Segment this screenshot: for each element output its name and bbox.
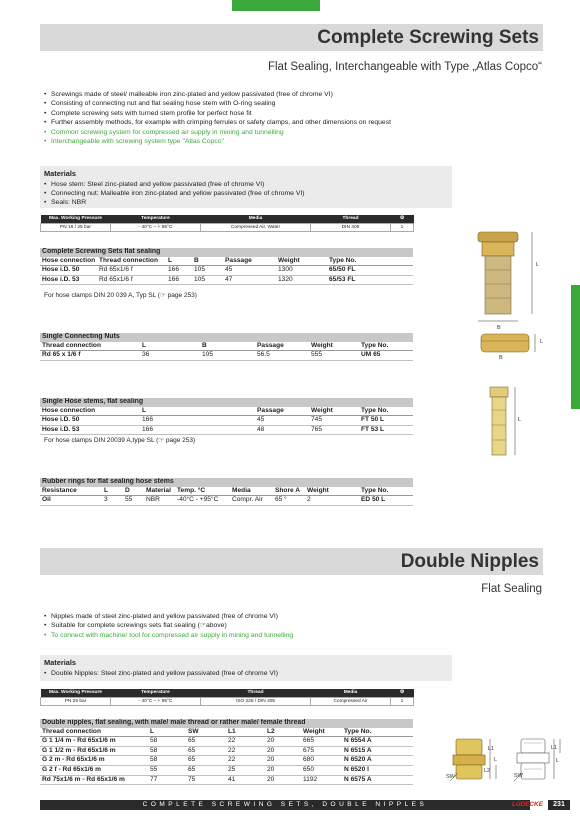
spec-header: Media	[201, 215, 311, 223]
list-item: • Screwings made of steel/ malleable iron zinc-plated and yellow passivated (free of chrome VI)	[44, 90, 391, 99]
table-cell: Rd 65x1/6 f	[97, 275, 166, 285]
list-item: • Connecting nut: Malleable iron zinc-plated and yellow passivated (free of chrome VI)	[44, 189, 448, 198]
table-row	[40, 266, 413, 276]
table-cell: 166	[166, 275, 192, 285]
table-row	[40, 275, 413, 285]
spec-value: DIN 405	[311, 223, 391, 231]
table-cell: G 1 1/2 m - Rd 65x1/6 m	[40, 746, 148, 756]
table-cell: 45	[223, 266, 276, 276]
table-cell: Oil	[40, 496, 102, 506]
double-nipple-image	[448, 735, 508, 787]
table-cell: N 6515 A	[342, 746, 413, 756]
table-cell: 745	[309, 416, 359, 426]
table-cell: 65	[186, 756, 226, 766]
section-subtitle: Flat Sealing, Interchangeable with Type „Atlas Copco“	[267, 61, 542, 73]
dimension-label: B	[499, 355, 503, 361]
table-cell: 56.5	[255, 351, 309, 361]
column-header: Weight	[305, 487, 359, 496]
table-cell: 22	[226, 756, 265, 766]
brand-logo: LÜDECKE	[512, 801, 543, 808]
dimension-label: L	[494, 757, 498, 763]
table-cell: 25	[226, 765, 265, 775]
spec-value: Compressed Air	[311, 697, 391, 705]
column-header: L2	[265, 728, 301, 737]
table-cell: 20	[265, 765, 301, 775]
table-cell: 1300	[276, 266, 327, 276]
table-title: Single Connecting Nuts	[40, 333, 413, 342]
list-item: • To connect with machine/ tool for compressed air supply in mining and tunnelling	[44, 631, 293, 640]
dimension-label: B	[497, 325, 501, 331]
section-subtitle: Flat Sealing	[481, 583, 542, 595]
spec-value: ISO 228 / DIN 405	[201, 697, 311, 705]
hose-stem-image	[482, 385, 522, 459]
list-item: • Double Nipples: Steel zinc-plated and yellow passivated (free of chrome VI)	[44, 669, 448, 678]
column-header: Shore A	[273, 487, 305, 496]
section-title: Complete Screwing Sets	[317, 27, 539, 48]
column-header: L	[140, 342, 200, 351]
top-accent-bar	[232, 0, 320, 11]
column-header: Thread connection	[40, 728, 148, 737]
table-cell: Compr. Air	[230, 496, 273, 506]
table-cell: G 2 f - Rd 65x1/6 m	[40, 765, 148, 775]
spec-table	[40, 215, 414, 232]
spec-header: Max. Working Pressure	[41, 689, 111, 697]
table-cell: Hose i.D. 53	[40, 425, 140, 435]
table-cell: 65/50 FL	[327, 266, 413, 276]
table-cell: 166	[166, 266, 192, 276]
table-cell: 55	[148, 765, 186, 775]
table-cell: 20	[265, 746, 301, 756]
list-item: • Consisting of connecting nut and flat sealing hose stem with O-ring sealing	[44, 99, 391, 108]
column-header: L	[102, 487, 123, 496]
column-header: Type No.	[359, 407, 413, 416]
table-cell: 166	[140, 416, 255, 426]
dimension-label: L1	[488, 746, 495, 752]
page-number: 231	[548, 800, 570, 810]
column-header: B	[192, 257, 223, 266]
column-header: Hose connection	[40, 407, 140, 416]
column-header: D	[123, 487, 144, 496]
column-header: Passage	[255, 342, 309, 351]
table-cell: 75	[186, 775, 226, 785]
table-row	[40, 416, 413, 426]
table-cell: 22	[226, 737, 265, 747]
table-cell: 36	[140, 351, 200, 361]
sets-table	[40, 248, 413, 285]
spec-value: 1	[391, 223, 414, 231]
table-cell: Rd 65x1/6 f	[97, 266, 166, 276]
table-cell: 650	[301, 765, 342, 775]
table-title: Rubber rings for flat sealing hose stems	[40, 478, 413, 487]
table-cell: NBR	[144, 496, 175, 506]
table-row	[40, 765, 413, 775]
complete-set-image	[470, 228, 548, 328]
table-cell: 680	[301, 756, 342, 766]
column-header: Resistance	[40, 487, 102, 496]
gear-icon: ⚙	[391, 689, 414, 697]
feature-list	[44, 90, 391, 146]
spec-header: Thread	[201, 689, 311, 697]
list-item: • Interchangeable with screwing system type "Atlas Copco"	[44, 137, 391, 146]
spec-value: - 40°C – + 95°C	[111, 697, 201, 705]
column-header: Temp. °C	[175, 487, 230, 496]
dimension-label: L	[536, 262, 540, 268]
column-header: L1	[226, 728, 265, 737]
table-title: Single Hose stems, flat sealing	[40, 398, 413, 407]
table-row	[40, 737, 413, 747]
spec-value: Compressed Air, Water	[201, 223, 311, 231]
table-cell: G 1 1/4 m - Rd 65x1/6 m	[40, 737, 148, 747]
column-header: Hose connection	[40, 257, 97, 266]
table-cell: UM 65	[359, 351, 413, 361]
table-row	[40, 496, 413, 506]
double-nipple-image	[512, 735, 572, 787]
nuts-table	[40, 333, 413, 361]
table-cell: G 2 m - Rd 65x1/6 m	[40, 756, 148, 766]
column-header: Material	[144, 487, 175, 496]
table-cell: 665	[301, 737, 342, 747]
table-row	[40, 775, 413, 785]
column-header: Thread connection	[40, 342, 140, 351]
table-cell: 65	[186, 765, 226, 775]
column-header: Type No.	[359, 342, 413, 351]
list-item: • Seals: NBR	[44, 198, 448, 207]
table-cell: 1320	[276, 275, 327, 285]
stems-table	[40, 398, 413, 435]
table-cell: 166	[140, 425, 255, 435]
table-cell: 555	[309, 351, 359, 361]
table-cell: Rd 75x1/6 m - Rd 65x1/6 m	[40, 775, 148, 785]
column-header: Thread connection	[97, 257, 166, 266]
nipples-table	[40, 719, 413, 785]
section-title: Double Nipples	[400, 551, 539, 572]
table-cell: 20	[265, 756, 301, 766]
column-header: L	[166, 257, 192, 266]
table-title: Complete Screwing Sets flat sealing	[40, 248, 413, 257]
table-cell: 22	[226, 746, 265, 756]
table-cell: -40°C - +95°C	[175, 496, 230, 506]
spec-value: PN 16 / 25 bar	[41, 223, 111, 231]
table-cell: 48	[255, 425, 309, 435]
table-cell: 45	[255, 416, 309, 426]
list-item: • Further assembly methods, for example with crimping ferrules or safety clamps, and other dimensions on request	[44, 118, 391, 127]
column-header: Type No.	[327, 257, 413, 266]
dimension-label: SW	[446, 774, 455, 780]
table-cell: 58	[148, 746, 186, 756]
table-cell: 105	[192, 275, 223, 285]
dimension-label: L	[518, 417, 522, 423]
table-cell: 65/53 FL	[327, 275, 413, 285]
feature-list	[44, 612, 293, 640]
column-header: L	[140, 407, 255, 416]
dimension-label: L	[540, 339, 544, 345]
table-cell: 105	[200, 351, 255, 361]
list-item: • Complete screwing sets with turned stem profile for perfect hose fit	[44, 109, 391, 118]
table-cell: N 6554 A	[342, 737, 413, 747]
spec-value: 1	[391, 697, 414, 705]
spec-header: Max. Working Pressure	[41, 215, 111, 223]
table-row	[40, 425, 413, 435]
table-cell: 55	[123, 496, 144, 506]
materials-title: Materials	[44, 658, 77, 667]
dimension-label: L2	[484, 768, 491, 774]
section-header	[40, 24, 543, 51]
column-header: Weight	[301, 728, 342, 737]
list-item: • Hose stem: Steel zinc-plated and yellow passivated (free of chrome VI)	[44, 180, 448, 189]
column-header: SW	[186, 728, 226, 737]
table-cell: N 6520 A	[342, 756, 413, 766]
table-cell: 1192	[301, 775, 342, 785]
table-cell: 41	[226, 775, 265, 785]
column-header: Type No.	[342, 728, 413, 737]
column-header: Weight	[276, 257, 327, 266]
table-cell: FT 50 L	[359, 416, 413, 426]
table-cell: 65 °	[273, 496, 305, 506]
table-row	[40, 746, 413, 756]
table-row	[40, 351, 413, 361]
spec-header: Temperature	[111, 215, 201, 223]
materials-title: Materials	[44, 169, 77, 178]
list-item: • Nipples made of steel zinc-plated and yellow passivated (free of chrome VI)	[44, 612, 293, 621]
table-cell: 3	[102, 496, 123, 506]
column-header: Type No.	[359, 487, 413, 496]
table-cell: 65	[186, 737, 226, 747]
spec-table	[40, 689, 414, 706]
column-header: Weight	[309, 407, 359, 416]
table-row	[40, 756, 413, 766]
dimension-label: L	[556, 758, 560, 764]
table-cell: FT 53 L	[359, 425, 413, 435]
column-header: Passage	[223, 257, 276, 266]
column-header: Media	[230, 487, 273, 496]
spec-header: Media	[311, 689, 391, 697]
table-note: For hose clamps DIN 20 039 A, Typ SL (☞ page 253)	[44, 292, 197, 299]
dimension-label: SW	[514, 773, 523, 779]
table-cell: N 6575 A	[342, 775, 413, 785]
list-item: • Common screwing system for compressed air supply in mining and tunnelling	[44, 128, 391, 137]
table-cell: 765	[309, 425, 359, 435]
spec-value: PN 25 bar	[41, 697, 111, 705]
side-accent-tab	[571, 285, 580, 409]
gear-icon: ⚙	[391, 215, 414, 223]
table-cell: 58	[148, 737, 186, 747]
column-header: B	[200, 342, 255, 351]
column-header: Weight	[309, 342, 359, 351]
table-cell: 65	[186, 746, 226, 756]
spec-header: Thread	[311, 215, 391, 223]
table-cell: Hose i.D. 53	[40, 275, 97, 285]
table-cell: 58	[148, 756, 186, 766]
table-cell: 20	[265, 737, 301, 747]
page-footer: COMPLETE SCREWING SETS, DOUBLE NIPPLES	[40, 800, 530, 810]
list-item: • Suitable for complete screwings sets flat sealing (☞above)	[44, 621, 293, 630]
table-cell: 77	[148, 775, 186, 785]
spec-header: Temperature	[111, 689, 201, 697]
column-header: Passage	[255, 407, 309, 416]
dimension-label: L1	[551, 745, 558, 751]
table-cell: 105	[192, 266, 223, 276]
connecting-nut-image	[476, 331, 546, 357]
section-header	[40, 548, 543, 575]
spec-value: - 40°C – + 95°C	[111, 223, 201, 231]
table-cell: Hose i.D. 50	[40, 266, 97, 276]
table-cell: Hose i.D. 50	[40, 416, 140, 426]
materials-box	[40, 166, 452, 208]
table-cell: ED 50 L	[359, 496, 413, 506]
table-note: For hose clamps DIN 20039 A,type SL (☞ page 253)	[44, 437, 196, 444]
table-cell: 675	[301, 746, 342, 756]
table-title: Double nipples, flat sealing, with male/ male thread or rather male/ female thread	[40, 719, 413, 728]
rings-table	[40, 478, 413, 506]
column-header: L	[148, 728, 186, 737]
table-cell: N 6520 I	[342, 765, 413, 775]
table-cell: 2	[305, 496, 359, 506]
table-cell: 20	[265, 775, 301, 785]
materials-box	[40, 655, 452, 681]
table-cell: Rd 65 x 1/6 f	[40, 351, 140, 361]
table-cell: 47	[223, 275, 276, 285]
